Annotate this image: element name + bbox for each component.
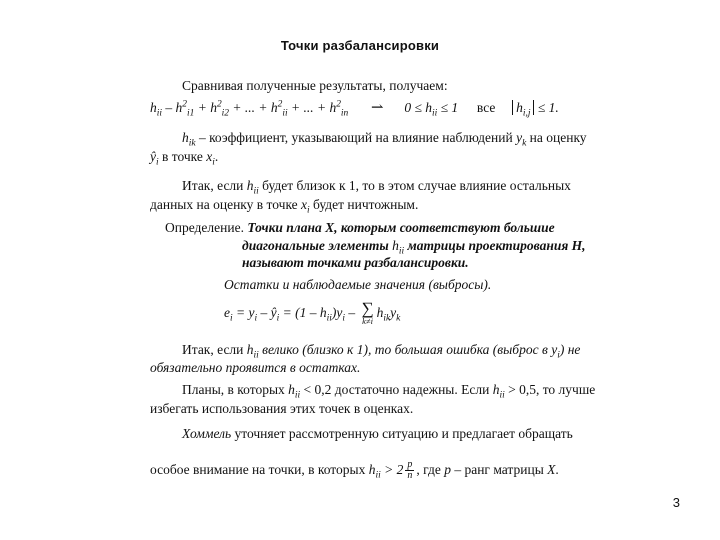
abs-hij: $h_{i,j}$ <box>512 100 534 115</box>
hii-symbol: $h_{ii}$ <box>246 178 259 197</box>
arrow-icon: ⇀ <box>371 100 384 116</box>
hik-symbol: $h_{ik}$ <box>182 130 196 149</box>
plans-text-3: > 0,5, то лучше <box>504 382 596 397</box>
hommel-text-3: , где <box>416 462 445 477</box>
plans-text-1: Планы, в которых <box>182 382 289 397</box>
abs-rhs: ≤ 1. <box>534 100 559 115</box>
intro-text: Сравнивая полученные результаты, получаем: <box>182 78 448 93</box>
definition-text-1: Точки плана X, которым соответствуют большие <box>243 220 555 235</box>
conclusion-text-1: Итак, если <box>182 178 247 193</box>
coef-line-1 <box>182 130 587 149</box>
outlier-text-1: Итак, если <box>182 342 247 357</box>
yi-symbol: $y_i$ <box>551 342 560 361</box>
conclusion-text-3: данных на оценку в точке <box>150 197 302 212</box>
conclusion-text-2: будет близок к 1, то в этом случае влияние остальных <box>258 178 571 193</box>
hommel-text-2: особое внимание на точки, в которых <box>150 462 369 477</box>
hommel-line-2 <box>150 458 559 482</box>
slide-title: Точки разбалансировки <box>280 38 440 53</box>
residuals-caption: Остатки и наблюдаемые значения (выбросы). <box>224 277 492 292</box>
hommel-name: Хоммель <box>182 426 232 441</box>
yhat-symbol: $ŷ_i$ <box>150 149 159 168</box>
outlier-text-2: велико (близко к 1), то большая ошибка (выброс в <box>258 342 552 357</box>
coef-text-end: . <box>214 149 219 164</box>
yk-symbol: $y_k$ <box>516 130 527 149</box>
coef-text-3: в точке <box>158 149 207 164</box>
conclusion-line-2 <box>150 197 419 216</box>
plans-line-2: избегать использования этих точек в оценках. <box>150 401 414 416</box>
conclusion-line-1 <box>182 178 571 197</box>
p-symbol: p <box>444 462 451 477</box>
page-number: 3 <box>672 495 680 510</box>
xi-symbol-2: $x_i$ <box>301 197 310 216</box>
definition-text-3: матрицы проектирования H, <box>404 238 586 253</box>
hommel-text-end: . <box>555 462 559 477</box>
outlier-text-3: ) не <box>559 342 581 357</box>
coef-line-2 <box>150 149 219 168</box>
hii-criterion: $h_{ii} > 2$ $\frac{p}{n}$ <box>368 459 413 482</box>
hii-symbol-3: $h_{ii}$ <box>246 342 259 361</box>
definition-line-2 <box>242 238 586 257</box>
definition-text-2: диагональные элементы <box>242 238 393 253</box>
hii-symbol-5: $h_{ii}$ <box>492 382 505 401</box>
coef-text: – коэффициент, указывающий на влияние наблюдений <box>195 130 517 145</box>
sum-symbol: ∑ k≠i <box>361 299 374 327</box>
plans-line-1 <box>182 382 596 401</box>
inequality-hii: $0 \le h_{ii} \le 1$ <box>404 100 459 119</box>
coef-text-2: на оценку <box>526 130 587 145</box>
formula-sum-hat-squares: $h_{ii} - h^2_{i1} + h^2_{i2}$ + ... + $h^2_{ii}$ + ... + $h^2_{in}$ <box>150 99 349 119</box>
formula-row-1 <box>150 99 559 119</box>
definition-line-3 <box>242 255 469 271</box>
definition-label: Определение. <box>165 220 244 235</box>
outlier-line-1 <box>182 342 581 361</box>
hii-symbol-def: $h_{ii}$ <box>392 238 405 257</box>
xi-symbol: $x_i$ <box>206 149 215 168</box>
residual-formula: $e_i = y_i$ – $ŷ_i = (1 - h_{ii})y_i$ – ∑ k≠i $h_{ik}y_k$ <box>224 299 401 327</box>
definition-text-4: называют точками разбалансировки. <box>242 255 469 270</box>
hommel-text-1: уточняет рассмотренную ситуацию и предлагает обращать <box>231 426 573 441</box>
all-word: все <box>476 100 496 115</box>
conclusion-text-4: будет ничтожным. <box>309 197 419 212</box>
definition-line-1 <box>165 220 555 236</box>
hommel-text-4: – ранг матрицы <box>450 462 548 477</box>
hommel-line-1 <box>182 426 573 442</box>
outlier-line-2: обязательно проявится в остатках. <box>150 360 361 375</box>
p-over-n-fraction: $\frac{p}{n}$ <box>407 459 413 482</box>
plans-text-2: < 0,2 достаточно надежны. Если <box>300 382 493 397</box>
hii-symbol-4: $h_{ii}$ <box>288 382 301 401</box>
x-matrix-symbol: X <box>547 462 556 477</box>
